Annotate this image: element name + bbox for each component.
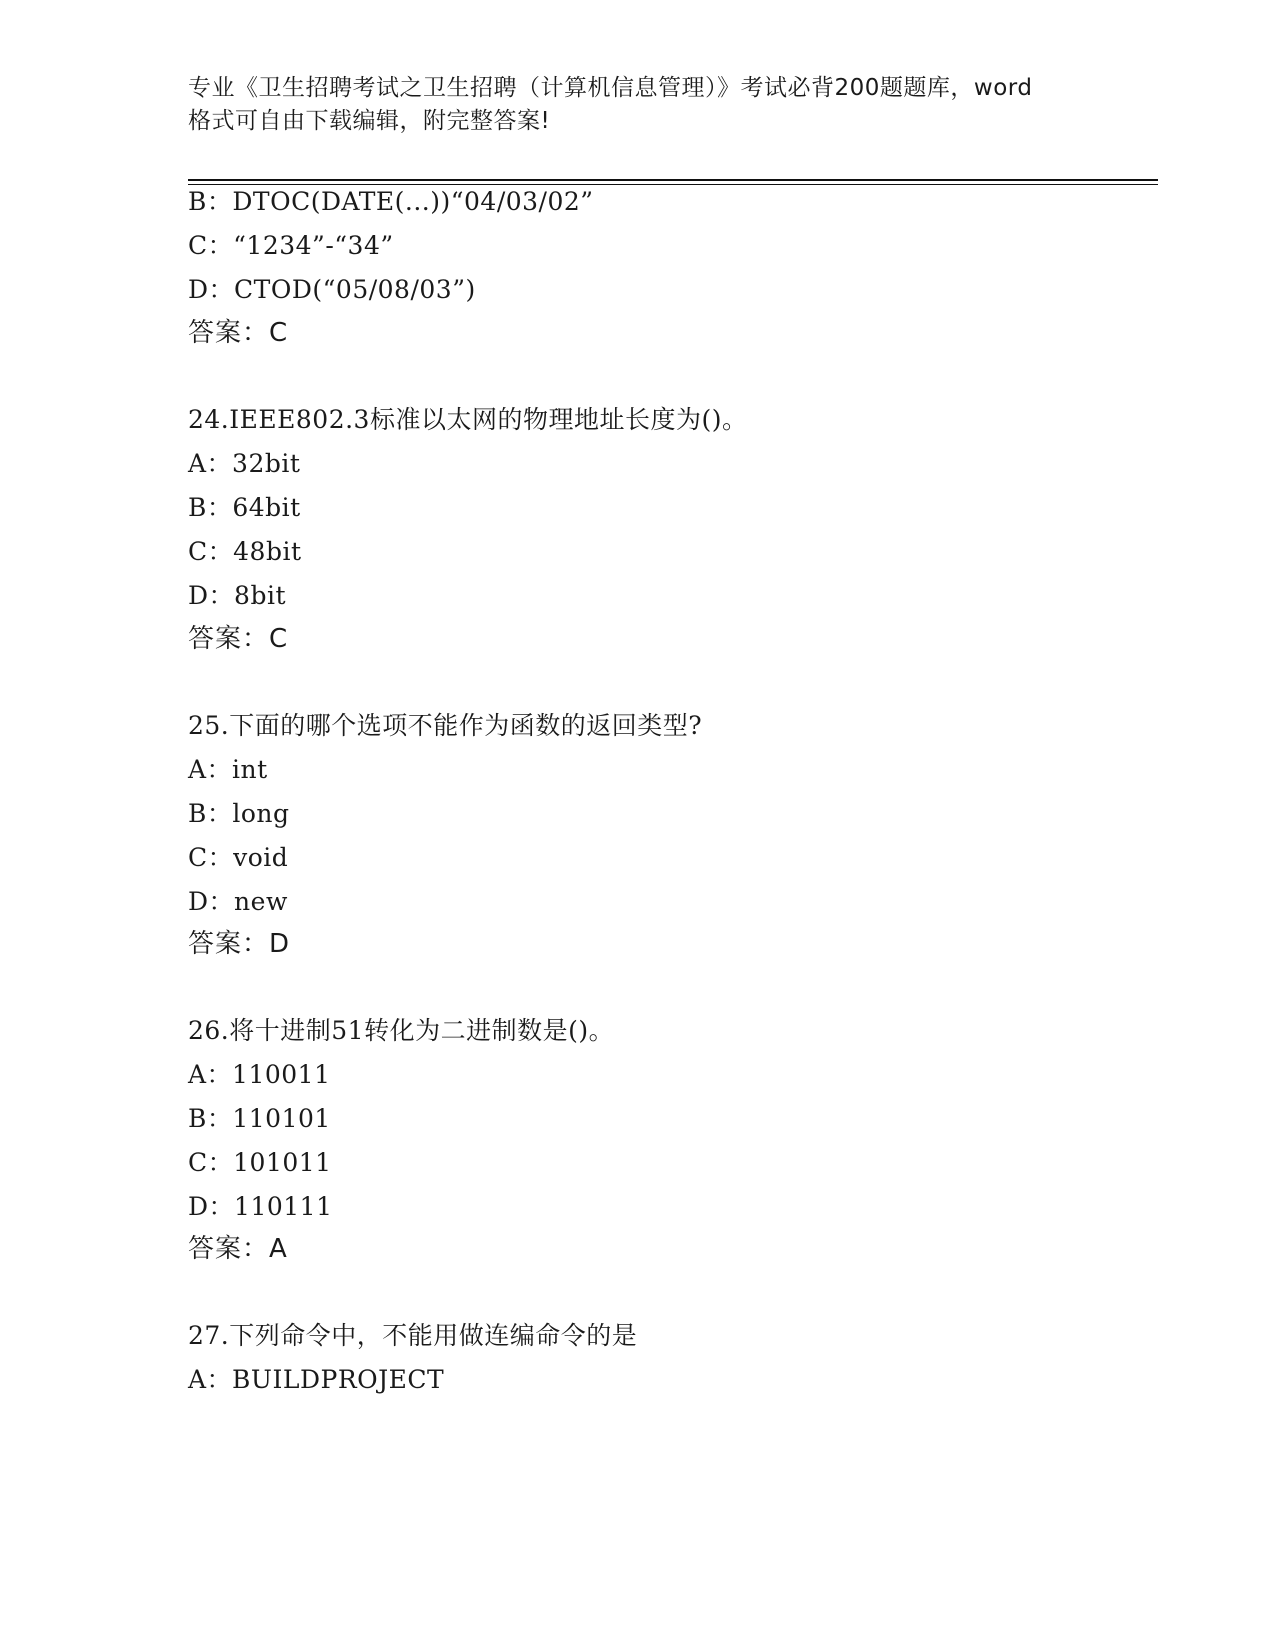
q25-option-c: C：void [188, 843, 289, 872]
q26-option-c: C：101011 [188, 1148, 332, 1177]
q25-option-a: A：int [188, 755, 268, 784]
q25-question: 25.下面的哪个选项不能作为函数的返回类型? [188, 711, 703, 740]
q26-option-a: A：110011 [188, 1060, 331, 1089]
q24-option-a: A：32bit [188, 449, 301, 478]
q24-option-c: C：48bit [188, 537, 302, 566]
q24-option-b: B：64bit [188, 493, 301, 522]
q23-answer: 答案：C [188, 318, 289, 348]
header-divider-thin [188, 184, 1158, 185]
header-divider-thick [188, 179, 1158, 181]
q25-answer: 答案：D [188, 929, 291, 959]
q25-option-b: B：long [188, 799, 290, 828]
q23-option-b: B：DTOC(DATE(...))“04/03/02” [188, 187, 594, 216]
q26-question: 26.将十进制51转化为二进制数是()。 [188, 1016, 615, 1045]
q24-option-d: D：8bit [188, 581, 286, 610]
header-line-1: 专业《卫生招聘考试之卫生招聘（计算机信息管理）》考试必背200题题库，word [188, 75, 1033, 101]
q27-question: 27.下列命令中，不能用做连编命令的是 [188, 1321, 638, 1350]
document-header [188, 72, 1088, 138]
q26-option-d: D：110111 [188, 1192, 333, 1221]
q25-option-d: D：new [188, 887, 288, 916]
header-line-2: 格式可自由下载编辑，附完整答案! [188, 108, 551, 134]
q26-answer: 答案：A [188, 1234, 288, 1264]
q23-option-d: D：CTOD(“05/08/03”) [188, 275, 476, 304]
q23-option-c: C：“1234”-“34” [188, 231, 394, 260]
q24-question: 24.IEEE802.3标准以太网的物理地址长度为()。 [188, 405, 748, 434]
q26-option-b: B：110101 [188, 1104, 331, 1133]
q27-option-a: A：BUILDPROJECT [188, 1365, 445, 1394]
q24-answer: 答案：C [188, 624, 289, 654]
